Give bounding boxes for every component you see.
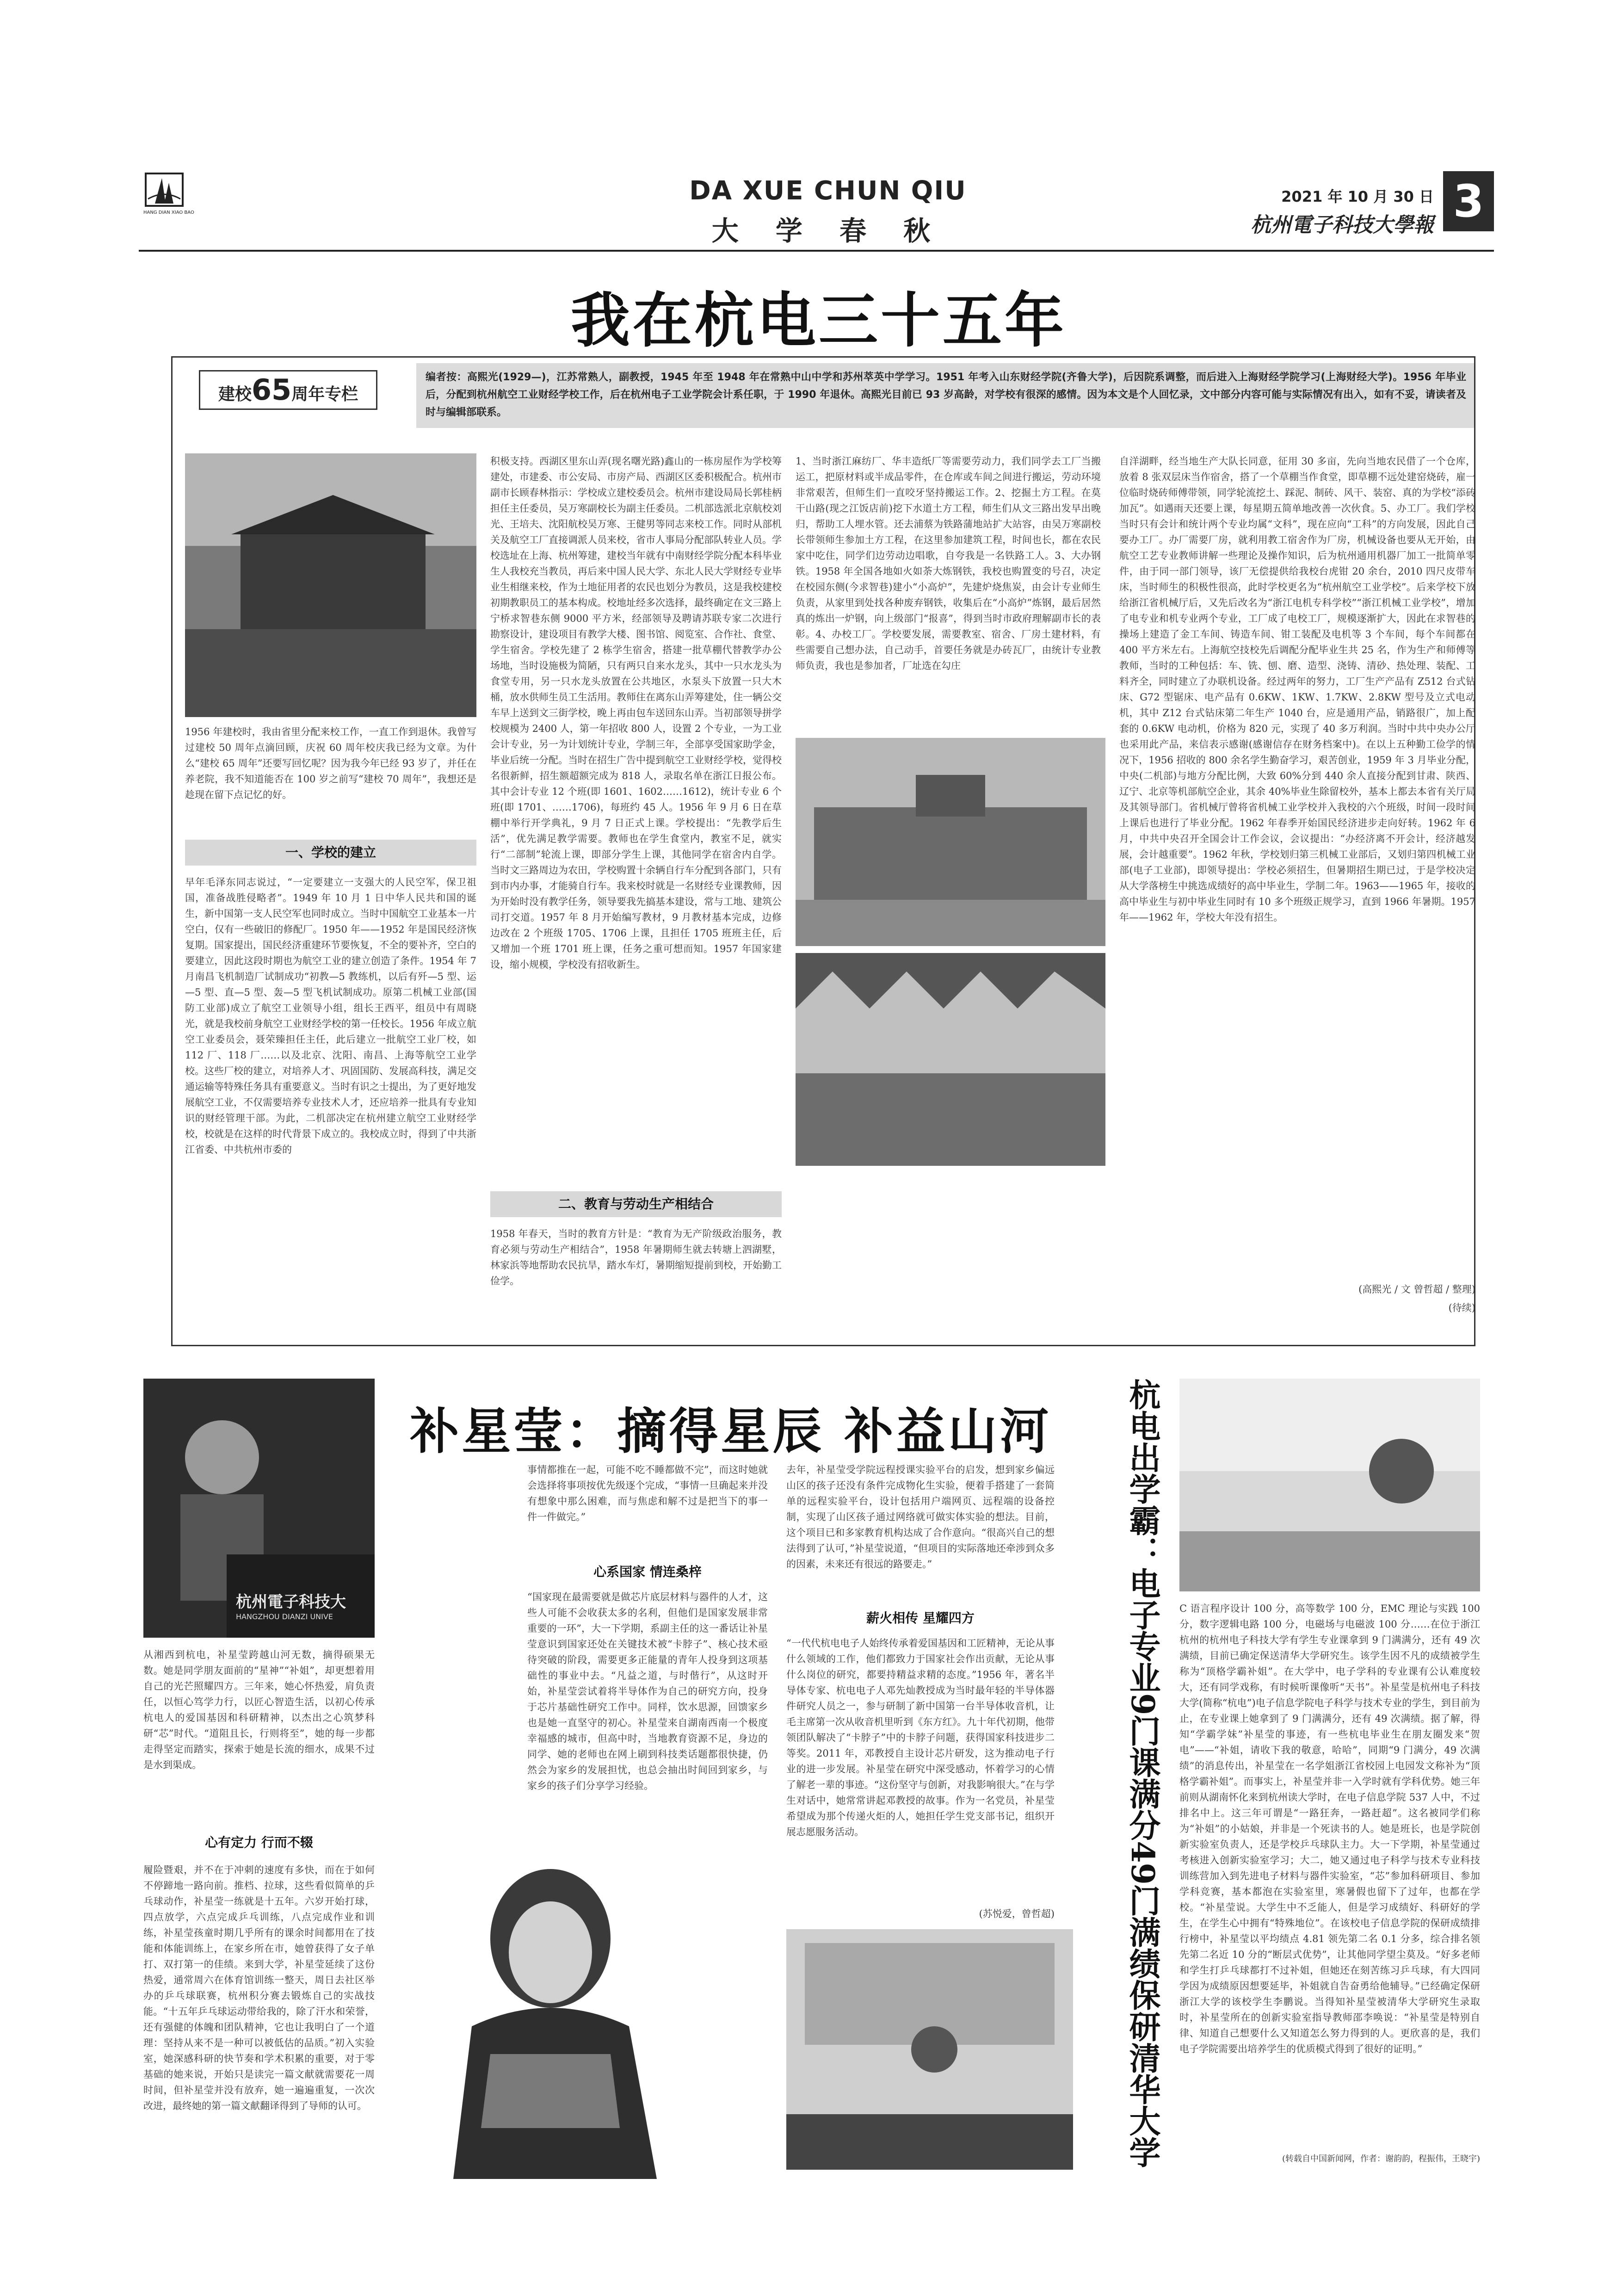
article-1-col3-tail <box>796 1173 1101 1201</box>
section-heading-homeland: 心系国家 情连桑梓 <box>527 1559 768 1585</box>
editor-note <box>416 363 1475 428</box>
podium-banner-text: 杭州電子科技大 <box>236 1593 346 1611</box>
classroom-illustration-icon <box>786 1929 1073 2170</box>
article-2-col-c-top: 去年，补星莹受学院远程授课实验平台的启发，想到家乡偏远山区的孩子还没有条件完成物化生实验，便着手搭建了一套简单的远程实验平台，设计包括用户端网页、远程端的设备控制，实现了山区孩子通过网络就可做实体实验的想法。目前，这个项目已和多家教育机构达成了合作意向。“很高兴自己的想法得到了认可，”补星莹说道，“但项目的实际落地还牵涉到众多的因素，未来还有很远的路要走。” <box>786 1464 1055 1570</box>
article-3-byline: (转载自中国新闻网，作者：谢韵韵，程振伟，王晓宇) <box>1282 2154 1480 2164</box>
article-2-col-a: 履险暨艰，并不在于冲刺的速度有多快，而在于如何不停蹄地一路向前。推档、拉球，这些看似简单的乒乓球动作，补星莹一练就是十五年。六岁开始打球，四点放学，六点完成乒乓训练，八点完成作业和训练，补星莹孩童时期几乎所有的课余时间都用在了技能和体能训练上，在家乡所在市，她曾获得了女子单打、双打第一的佳绩。来到大学，补星莹延续了这份热爱，通常周六在体育馆训练一整天，周日去社区举办的乒乓球联赛，杭州积分赛去锻炼自己的实战技能。“十五年乒乓球运动带给我的，除了汗水和荣誉，还有强健的体魄和团队精神，它也让我明白了一个道理：坚持从来不是一种可以被低估的品质。”初入实验室，她深感科研的快节奏和学术积累的重要，对于零基础的她来说，开始只是读完一篇文献就需要花一周时间，但补星莹并没有放弃，她一遍遍重复，一次次改进，最终她的第一篇文献翻译得到了导师的认可。 <box>143 1864 375 2111</box>
article-2-col-c: “一代代杭电电子人始终传承着爱国基因和工匠精神，无论从事什么领域的工作，他们都致力于国家社会作出贡献，无论从事什么岗位的研究，都要持精益求精的态度。”1956 年，著名半导体专家、杭电电子人邓先灿教授成为当时最年轻的半导体器件研究人员之一，参与研制了新中国第一台半导体收音机，让毛主席第一次从收音机里听到《东方红》。九十年代初期，他带领团队解决了“卡脖子”中的卡脖子问题，获得国家科技进步二等奖。2011 年，邓教授自主设计芯片研发，这为推动电子行业的进一步发展。补星莹在研究中深受感动，怀着学习的心情了解老一辈的事迹。“这份坚守与创新，对我影响很大。”在与学生对话中，她常常讲起邓教授的故事。作为一名党员，补星莹希望成为那个传递火炬的人，她担任学生党支部书记，组织开展志愿服务活动。 <box>786 1638 1055 1838</box>
article-1 <box>148 259 1485 1342</box>
article-1-col4-body: 自洋湖畔，经当地生产大队长同意，征用 30 多亩，先向当地农民借了一个仓库，放着 8 张双层床当作宿舍，搭了一个草棚当作食堂，即草棚不远处建窑烧砖，雇一位临时烧砖师傅带领，同学轮流挖土、踩泥、制砖、风干、装窑、真的为学校“添砖加瓦”。如遇雨天还要上课，每星期五简单地改善一次伙食。5、办工厂。我们学校当时只有会计和统计两个专业均属“文科”，现在应向“工科”的方向发展，因此自己要办工厂。办厂需要厂房，就利用教工宿舍作为厂房，机械设备也要从无开始，由航空工艺专业教师讲解一些理论及操作知识，后为杭州通用机器厂加工一批简单零件，由于同一部门领导，该厂无偿提供给我校台虎钳 20 余台，2010 四尺皮带车床，当时师生的积极性很高，此时学校更名为“杭州航空工业学校”。后来学校下放给浙江省机械厅后，又先后改名为“浙江电机专科学校”“浙江机械工业学校”，增加了电专业和机专业两个专业，工厂成了电校工厂，规模逐渐扩大，因此在求智巷的操场上建造了金工车间、铸造车间、钳工装配及电机等 3 个车间，每个车间都在 400 平方米左右。上海航空技校先后调配分配毕业生共 25 名，作为生产和师傅等教师，当时的工种包括：车、铣、刨、磨、造型、浇铸、清砂、热处理、装配、工料齐全，同时建立了办联机设备。经过两年的努力，工厂生产产品有 Z512 台式钻床、G72 型锯床、电产品有 0.6KW、1KW、1.7KW、2.8KW 型号及立式电动机，其中 Z12 台式钻床第二年生产 1040 台，应是通用产品，销路很广，加上配套的 0.6KW 电动机，价格为 820 元，实现了 40 多万利润。当时中共中央办公厅也采用此产品，来信表示感谢(感谢信存在财务档案中)。在以上五种勤工俭学的情况下，1956 招收的 800 余名学生勤奋学习，艰苦创业，1959 年 3 月毕业分配，中央(二机部)与地方分配比例，大致 60%分到 440 余人直接分配到甘肃、陕西、辽宁、北京等机部航空企业，其余 40%毕业生除留校外，基本上都去本省有关厅局及其领导部门。省机械厅曾将省机械工业学校并入我校的六个班级，时间一段时间上课后也进行了毕业分配。1962 年春季开始国民经济进步走向好转。1962 年 6 月，中共中央召开全国会计工作会议，会议提出：“办经济离不开会计，经济越发展，会计越重要”。1962 年秋，学校划归第三机械工业部后，又划归第四机械工业部(电子工业部)，即领导提出：学校必须招生，但暑期招生期已过，于是学校决定从大学落榜生中挑选成绩好的高中毕业生，学制二年。1963——1965 年，接收的高中毕业生与初中毕业生同时有 10 多个班级正规学习，直到 1966 年暑期。1957 年——1962 年，学校大年没有招生。 <box>1119 456 1475 923</box>
tag-prefix: 建校 <box>218 385 252 404</box>
logo-caption: HANG DIAN XIAO BAO <box>143 210 194 215</box>
student-portrait-illustration-icon <box>398 1832 694 2179</box>
section-heading-education: 二、教育与劳动生产相结合 <box>490 1191 782 1217</box>
logo-emblem-icon <box>143 171 185 208</box>
tag-number: 65 <box>251 373 292 407</box>
article-1-col2-tail: 1958 年春天，当时的教育方针是：“教育为无产阶级政治服务，教育必须与劳动生产相结合”，1958 年暑期师生就去转塘上泗湖墅，林家浜等地帮助农民抗旱，踏水车灯，暑期缩短提前到校，开始勤工俭学。 <box>490 1228 782 1287</box>
lab-experiment-photo <box>1179 1379 1480 1591</box>
article-1-headline: 我在杭电三十五年 <box>570 286 1067 355</box>
article-1-col1-body: 早年毛泽东同志说过，“一定要建立一支强大的人民空军，保卫祖国，准备战胜侵略者”。1949 年 10 月 1 日中华人民共和国的诞生，新中国第一支人民空军也同时成立。当时中国航空工业基本一片空白，仅有一些破旧的修配厂。1950 年——1952 年是国民经济恢复期。国家提出，国民经济重建环节要恢复，不全的要补齐，空白的要建立，因此这段时期也为航空工业的建立创造了条件。1954 年 7 月南昌飞机制造厂试制成功“初教—5 教练机，以后有歼—5 型、运—5 型、直—5 型、轰—5 型飞机试制成功。原第二机械工业部(国防工业部)成立了航空工业领导小组，组长王西平，组员中有周晓光，就是我校前身航空工业财经学校的第一任校长。1956 年成立航空工业委员会，聂荣臻担任主任，此后建立一批航空工业厂校，如 112 厂、118 厂……以及北京、沈阳、南昌、上海等航空工业学校。这些厂校的建立，对培养人才、巩固国防、发展高科技，满足交通运输等特殊任务具有重要意义。当时有识之士提出，为了更好地发展航空工业，不仅需要培养专业技术人才，还应培养一批具有专业知识的财经管理干部。为此，二机部决定在杭州建立航空工业财经学校，校就是在这样的时代背景下成立的。我校成立时，得到了中共浙江省委、中共杭州市委的 <box>185 877 476 1155</box>
celebration-gathering-photo <box>796 953 1105 1166</box>
article-3-body: C 语言程序设计 100 分，高等数学 100 分，EMC 理论与实践 100 分，数字逻辑电路 100 分，电磁场与电磁波 100 分……在位于浙江杭州的杭州电子科技大学有学生专业课拿到 9 门满满分，还有 49 次满绩，目前已确定保送清华大学研究生。该学生因不凡的成绩被学生称为“顶格学霸补姐”。在大学中，电子学科的专业课有公认难度较大，还有同学戏称，有时候听课像听“天书”。补星莹是杭州电子科技大学(简称“杭电”)电子信息学院电子科学与技术专业的学生，到目前为止，在专业课上她拿到了 9 门满满分，还有 49 次满绩。据了解，得知“学霸学妹”补星莹的事迹，有一些杭电毕业生在朋友圈发来“贺电”——“补姐，请收下我的敬意，哈哈”，同期“9 门满分，49 次满绩”的消息传出，补星莹在一名学姐浙江省校园上电园发文称补为“顶格学霸补姐”。而事实上，补星莹并非一入学时就有学科优势。她三年前则从湖南怀化来到杭州读大学时，在电子信息学院 537 人中，不过排名中上。这三年可谓是“一路狂奔，一路赶超”。这名被同学们称为“补姐”的小姑娘，并非是一个死读书的人。她是班长，也是学院创新实验室负责人，还是学校乒乓球队主力。大一下学期，补星莹通过考核进入创新实验室学习；大二，她又通过电子科学与技术专业科技训练营加入到先进电子材料与器件实验室，“芯”参加科研项目、参加学科竞赛，基本都泡在实验室里，寒暑假也留下了过年，也都在学校。“补星莹说。大学生中不乏能人，但是学习成绩好、科研好的学生，在学生心中拥有“特殊地位”。在该校电子信息学院的保研成绩排行榜中，补星莹以平均绩点 4.81 领先第二名 0.1 分多，综合排名领先第二名近 10 分的“断层式优势”，让其他同学望尘莫及。“好多老师和学生打乒乓球都打不过补姐，但她还在刻苦练习乒乓球，有大四同学因为成绩原因想要延毕，补姐就自告奋勇给他辅导。”已经确定保研浙江大学的该校学生李鹏说。当得知补星莹被清华大学研究生录取时，补星莹所在的创新实验室指导教师邵李唤说：“补星莹是特别自律、知道自己想要什么又知道怎么努力得到的人。更欣喜的是，我们电子学院需要出培养学生的优质模式得到了很好的证明。” <box>1179 1603 1480 2055</box>
anniversary-tag <box>199 370 377 410</box>
section-heading-legacy: 薪火相传 星耀四方 <box>786 1605 1055 1631</box>
section-title-pinyin: DA XUE CHUN QIU <box>689 176 967 206</box>
article-2-col-b-top: 事情都推在一起，可能不吃不睡都做不完”，而这时她就会选择将事项按优先级逐个完成，“事情一旦确起来并没有想象中那么困难，而与焦虑和解不过是把当下的事一件一件做完。” <box>527 1464 768 1522</box>
historic-campus-photo <box>796 738 1105 946</box>
masthead-rule <box>139 250 1494 252</box>
campus-building-illustration-icon <box>185 453 476 717</box>
article-2-col-b: “国家现在最需要就是做芯片底层材料与器件的人才，这些人可能不会收获太多的名利，但他们是国家发展非常重要的一环”，大一下学期，系副主任的这一番话让补星莹意识到国家还处在关键技术被“卡脖子”、核心技术亟待突破的阶段，需要更多正能量的青年人投身到这项基础性的事业中去。“凡益之道，与时偕行”，从这时开始，补星莹尝试着将半导体作为自己的研究方向，投身于芯片基础性研究工作中。同样，饮水思源，回馈家乡也是她一直坚守的初心。补星莹来自湖南西南一个极度幸福感的城市，但高中时，当地教育资源不足，身边的同学、她的老师也在网上刷到科技类话题都很快捷，仍然会为家乡的发展担忧，也总会抽出时间回到家乡，与家乡的孩子们分享学习经验。 <box>527 1591 768 1791</box>
crowd-illustration-icon <box>796 953 1105 1166</box>
section-title: 大 学 春 秋 <box>711 215 944 247</box>
article-2 <box>139 1369 1087 2179</box>
section-heading-founding: 一、学校的建立 <box>185 840 476 866</box>
article-3-vertical-headline: 杭电出学霸：电子专业9门课满分49门满绩保研清华大学 <box>1124 1379 1161 2168</box>
building-illustration-icon <box>796 738 1105 946</box>
section-heading-persistence: 心有定力 行而不辍 <box>143 1830 375 1856</box>
masthead <box>139 167 1484 250</box>
article-1-byline: (高熙光 / 文 曾哲超 / 整理) <box>1358 1284 1475 1295</box>
article-2-byline: (苏悦爱，曾哲超) <box>979 1908 1055 1919</box>
lab-illustration-icon <box>1179 1379 1480 1591</box>
tag-suffix: 周年专栏 <box>291 385 358 404</box>
article-2-headline: 补星莹：摘得星辰 补益山河 <box>410 1402 1052 1460</box>
podium-banner-english: HANGZHOU DIANZI UNIVE <box>236 1612 333 1621</box>
article-1-continued: (待续) <box>1448 1302 1475 1313</box>
speaker-podium-photo <box>143 1379 375 1638</box>
school-logo <box>143 171 194 215</box>
lecture-classroom-photo <box>786 1929 1073 2170</box>
article-1-col1-intro: 1956 年建校时，我由省里分配来校工作，一直工作到退休。我曾写过建校 50 周年点滴回顾，庆祝 60 周年校庆我已经为文章。为什么“建校 65 周年”还要写回忆呢？因为我今年已经 93 岁了，并任在养老院，我不知道能否在 100 岁之前写“建校 70 周年”，我想还是趁现在留下点记忆的好。 <box>185 726 476 800</box>
campus-building-photo <box>185 453 476 717</box>
newspaper-name: 杭州電子科技大學報 <box>1251 213 1434 237</box>
article-3 <box>1110 1369 1485 2179</box>
article-1-col2-body: 积极支持。西湖区里东山弄(现名曙光路)鑫山的一栋房屋作为学校筹建处，市建委、市公安局、市房产局、西湖区区委积极配合。杭州市副市长顾春林指示：学校成立建校委员会。杭州市建设局局长郭桂柄担任主任委员，吴万寒副校长为副主任委员。二机部选派北京航校刘光、王培夫、沈阳航校吴万寒、王健男等同志来校工作。同时从部机关及航空工厂直接调派人员来校，省市人事局分配部队转业人员。学校选址在上海、杭州筹建，建校当年就有中南财经学院分配本科毕业生人我校充当教员，再后来中国人民大学、东北人民大学财经专业毕业生相继来校，作为土地征用者的农民也划分为教员，这是我校建校初期教职员工的基本构成。校地址经多次选择，最终确定在文三路上宁桥求智巷东侧 9000 平方米，经部领导及聘请苏联专家二次进行勘察设计，建设项目有教学大楼、图书馆、阅览室、合作社、食堂、学生宿舍。学校先建了 2 栋学生宿舍，搭建一批草棚代替教学办公场地，当时设施极为简陋，只有两只自来水龙头，其中一只水龙头为食堂专用，另一只水龙头放置在公共地区，水泵头下放置一只大木桶，放水供师生员工生活用。教师住在离东山弄筹建处，住一辆公交车早上送到文三街学校，晚上再由包车送回东山弄。当初部领导拼学校规模为 2400 人，第一年招收 800 人，设置 2 个专业，一为工业会计专业，另一为计划统计专业，学制三年，全部享受国家助学金，毕业后统一分配。当时在招生广告中提到航空工业财经学校，觉得校名很新鲜，招生额超额完成为 818 人，录取名单在浙江日报公布。其中会计专业 12 个班(即 1601、1602……1612)，统计专业 6 个班(即 1701、……1706)，每班约 45 人。1956 年 9 月 6 日在草棚中举行开学典礼，9 月 7 日正式上课。学校提出：“先教学后生活”，优先满足教学需要。教师也在学生食堂内，教室不足，就实行“二部制”轮流上课，即部分学生上课，其他同学在宿舍内自学。当时文三路周边为农田，学校购置十余辆自行车分配到各部门，只有到市内办事，才能骑自行车。我来校时就是一名财经专业课教师，因为开始时没有教学任务，领导要我先搞基本建设，常与工地、建筑公司打交道。1957 年 8 月开始编写教材，9 月教材基本完成，边修边改在 2 个班级 1705、1706 上课，且担任 1705 班班主任，后又增加一个班 1701 班上课，任务之重可想而知。1957 年国家建设，缩小规模，学校没有招收新生。 <box>490 456 782 970</box>
article-1-col3-body: 1、当时浙江麻纺厂、华丰造纸厂等需要劳动力，我们同学去工厂当搬运工，把原材料或半成品零件，在仓库或车间之间进行搬运，劳动环境非常艰苦，但师生们一直咬牙坚持搬运工作。2、挖掘土方工程。在莫干山路(现之江饭店前)挖下水道土方工程，师生们从文三路出发早出晚归，帮助工人埋水管。还去浦蔡为铁路蒲地站扩大站容，由吴万寒副校长带领师生参加土方工程，在这里参加建筑工程，时间也长，都在农民家中吃住，同学们边劳动边唱歌，自夸我是一名铁路工人。3、大办钢铁。1958 年全国各地如火如荼大炼钢铁，我校也购置变的号召，决定在校园东侧(今求智巷)建小“小高炉”，先建炉烧焦炭，由会计专业师生负责，从家里到处找各种废弃钢铁，收集后在“小高炉”炼钢，最后居然真的炼出一炉钢，向上级部门“报喜”，得到当时市政府理解副市长的表彰。4、办校工厂。学校要发展，需要教室、宿舍、厂房土建材料，有些需要自己想办法，自己动手，首要任务就是办砖瓦厂，由统计专业教师负责，我也是参加者，厂址选在勾庄 <box>796 456 1101 671</box>
student-portrait-photo <box>398 1832 694 2179</box>
issue-date: 2021 年 10 月 30 日 <box>1281 188 1434 205</box>
article-2-intro: 从湘西到杭电，补星莹跨越山河无数，摘得硕果无数。她是同学朋友面前的“星神”“补姐”，却更想着用自己的光芒照耀四方。三年来，她心怀热爱，肩负责任，以恒心笃学力行，以匠心智造生活，以初心传承杭电人的爱国基因和科研精神，以杰出之心筑梦科研“芯”时代。“道阻且长，行则将至”，她的每一步都走得坚定而踏实，探索于她是长流的细水，成果不过是水到渠成。 <box>143 1649 375 1770</box>
editor-note-text: 编者按：高熙光(1929—)，江苏常熟人，副教授，1945 年至 1948 年在常熟中山中学和苏州萃英中学学习。1951 年考入山东财经学院(齐鲁大学)，后因院系调整，而后进入上海财经学院学习(上海财经大学)。1956 年毕业后，分配到杭州航空工业财经学校工作，后在杭州电子工业学院会计系任职，于 1990 年退休。高熙光目前已 93 岁高龄，对学校有很深的感情。因为本文是个人回忆录，文中部分内容可能与实际情况有出入，如有不妥，请读者及时与编辑部联系。 <box>426 371 1466 418</box>
page-number: 3 <box>1443 171 1494 231</box>
